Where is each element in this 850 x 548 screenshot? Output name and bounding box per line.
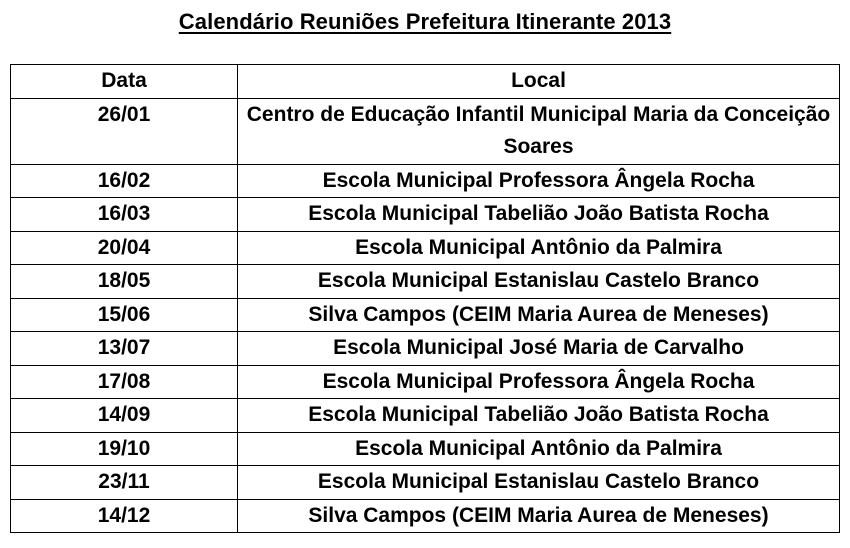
table-row [11, 365, 840, 399]
location-cell: Escola Municipal Professora Ângela Rocha [238, 164, 840, 198]
date-cell: 18/05 [11, 265, 238, 299]
column-header-date: Data [11, 65, 238, 99]
date-cell: 14/12 [11, 499, 238, 533]
location-cell: Escola Municipal Tabelião João Batista Rocha [238, 198, 840, 232]
location-cell: Escola Municipal José Maria de Carvalho [238, 332, 840, 366]
location-cell: Escola Municipal Professora Ângela Rocha [238, 365, 840, 399]
page-title: Calendário Reuniões Prefeitura Itinerante 2013 [178, 9, 672, 34]
table-row [11, 231, 840, 265]
date-cell: 26/01 [11, 98, 238, 164]
location-cell: Silva Campos (CEIM Maria Aurea de Meneses) [238, 499, 840, 533]
date-cell: 16/02 [11, 164, 238, 198]
date-cell: 17/08 [11, 365, 238, 399]
table-row [11, 332, 840, 366]
table-row [11, 98, 840, 164]
location-cell: Escola Municipal Estanislau Castelo Branco [238, 466, 840, 500]
location-cell: Escola Municipal Antônio da Palmira [238, 231, 840, 265]
date-cell: 13/07 [11, 332, 238, 366]
location-cell: Escola Municipal Antônio da Palmira [238, 432, 840, 466]
date-cell: 15/06 [11, 298, 238, 332]
date-cell: 16/03 [11, 198, 238, 232]
date-cell: 14/09 [11, 399, 238, 433]
table-row [11, 198, 840, 232]
table-header-row [11, 65, 840, 99]
date-cell: 23/11 [11, 466, 238, 500]
location-cell: Escola Municipal Estanislau Castelo Branco [238, 265, 840, 299]
location-cell: Silva Campos (CEIM Maria Aurea de Meneses) [238, 298, 840, 332]
table-row [11, 164, 840, 198]
table-row [11, 298, 840, 332]
schedule-table [10, 64, 840, 533]
table-row [11, 399, 840, 433]
table-row [11, 265, 840, 299]
date-cell: 19/10 [11, 432, 238, 466]
column-header-local: Local [238, 65, 840, 99]
location-cell: Escola Municipal Tabelião João Batista Rocha [238, 399, 840, 433]
date-cell: 20/04 [11, 231, 238, 265]
table-row [11, 466, 840, 500]
table-row [11, 432, 840, 466]
table-row [11, 499, 840, 533]
location-cell: Centro de Educação Infantil Municipal Maria da Conceição Soares [238, 98, 840, 164]
